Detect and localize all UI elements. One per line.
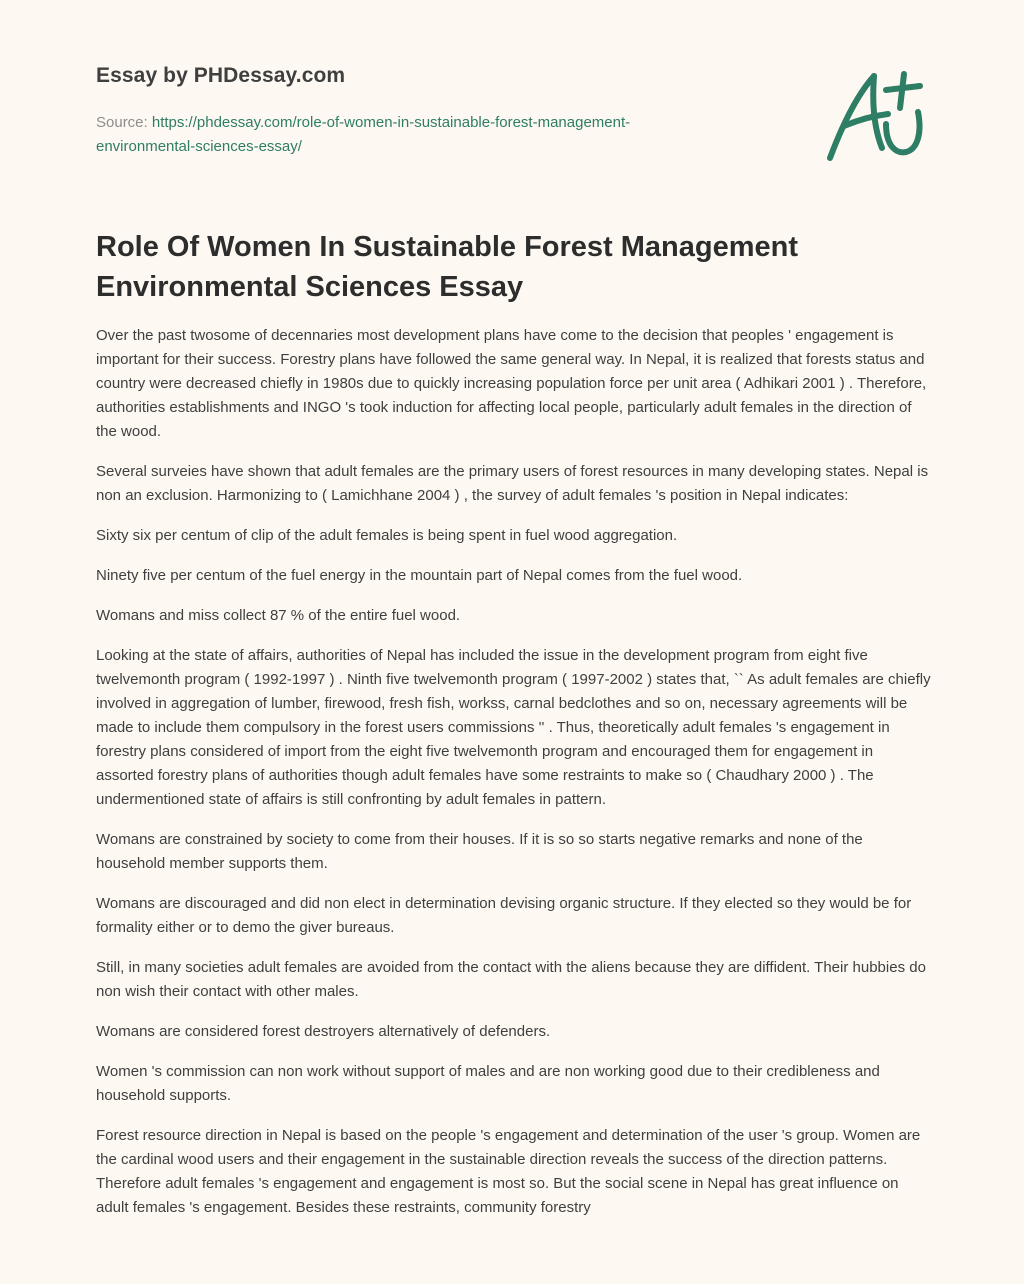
essay-title	[96, 227, 926, 307]
source-link-part-2: environmental-sciences-essay/	[96, 138, 302, 155]
source-label: Source:	[96, 114, 152, 131]
paragraph: Womans are discouraged and did non elect in determination devising organic structure. If they elected so they would be for formality either or to demo the giver bureaus.	[96, 895, 912, 936]
source-link[interactable]	[96, 114, 630, 155]
paragraph: Still, in many societies adult females are avoided from the contact with the aliens because they are diffident. Their hubbies do non wish their contact with other males.	[96, 959, 926, 1000]
paragraph: Womans and miss collect 87 % of the entire fuel wood.	[96, 607, 461, 624]
site-brand: Essay by PHDessay.com	[96, 64, 346, 87]
essay-title-line-1: Role Of Women In Sustainable Forest Management	[96, 231, 799, 263]
paragraph: Forest resource direction in Nepal is based on the people 's engagement and determination of the user 's group. Women are the cardinal wood users and their engagement in the sustainable direction reveals the success of the direction patterns. Therefore adult females 's engagement and engagement is most so. But the social scene in Nepal has great influence on adult females 's engagement. Besides these restraints, community forestry	[96, 1127, 921, 1216]
paragraph: Womans are constrained by society to come from their houses. If it is so so starts negative remarks and none of the household member supports them.	[96, 831, 863, 872]
paragraph: Women 's commission can non work without support of males and are non working good due to their credibleness and household supports.	[96, 1063, 880, 1104]
paragraph: Sixty six per centum of clip of the adult females is being spent in fuel wood aggregation.	[96, 527, 678, 544]
a-plus-icon	[820, 66, 930, 166]
paragraph: Womans are considered forest destroyers alternatively of defenders.	[96, 1023, 551, 1040]
paragraph: Over the past twosome of decennaries most development plans have come to the decision that peoples ' engagement is important for their success. Forestry plans have followed the same general way. In Nepal, it is realized that forests status and country were decreased chiefly in 1980s due to quickly increasing population force per unit area ( Adhikari 2001 ) . Therefore, authorities establishments and INGO 's took induction for affecting local people, particularly adult females in the direction of the wood.	[96, 327, 927, 440]
paragraph: Several surveies have shown that adult females are the primary users of forest resources in many developing states. Nepal is non an exclusion. Harmonizing to ( Lamichhane 2004 ) , the survey of adult females 's position in Nepal indicates:	[96, 463, 929, 504]
essay-body	[96, 324, 934, 1236]
source-link-part-1: https://phdessay.com/role-of-women-in-sustainable-forest-management-	[151, 114, 631, 131]
paragraph: Looking at the state of affairs, authorities of Nepal has included the issue in the development program from eight five twelvemonth program ( 1992-1997 ) . Ninth five twelvemonth program ( 1997-2002 ) states that, `` As adult females are chiefly involved in aggregation of lumber, firewood, fresh fish, workss, carnal bedclothes and so on, necessary agreements will be made to include them compulsory in the forest users commissions '' . Thus, theoretically adult females 's engagement in forestry plans considered of import from the eight five twelvemonth program and encouraged them for engagement in assorted forestry plans of authorities though adult females have some restraints to make so ( Chaudhary 2000 ) . The undermentioned state of affairs is still confronting by adult females in pattern.	[96, 647, 931, 808]
paragraph: Ninety five per centum of the fuel energy in the mountain part of Nepal comes from the fuel wood.	[96, 567, 743, 584]
essay-title-line-2: Environmental Sciences Essay	[96, 271, 524, 303]
source-line	[96, 111, 736, 159]
